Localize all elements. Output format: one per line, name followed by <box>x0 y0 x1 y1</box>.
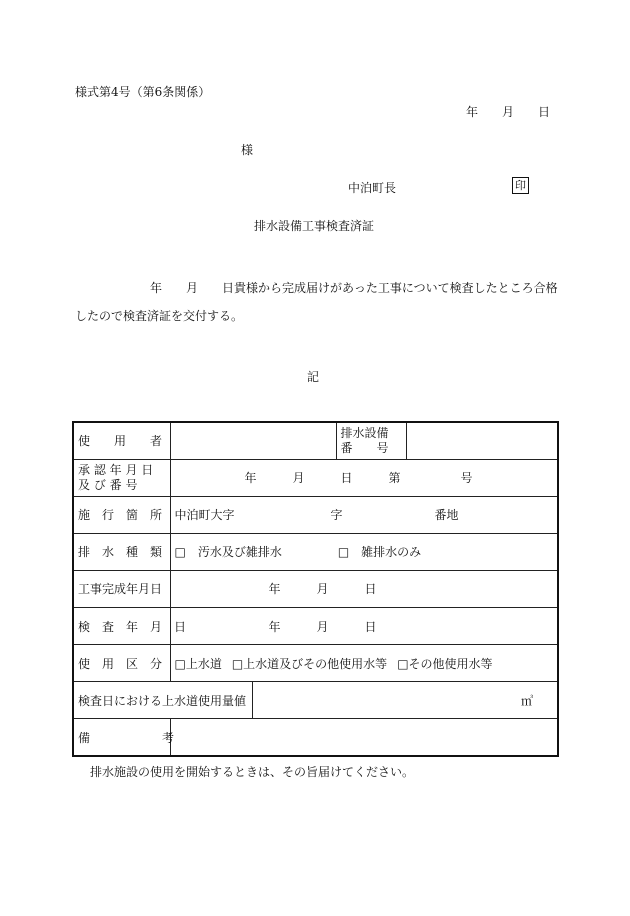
remarks-label: 備 考 <box>73 719 170 756</box>
seal-mark <box>512 177 529 194</box>
row-usage <box>73 645 558 682</box>
water-usage-label: 検査日における上水道使用量値 <box>73 682 252 719</box>
site-banchi: 番地 <box>434 508 459 523</box>
inspection-form-table <box>72 421 559 757</box>
ki-heading: 記 <box>307 370 320 384</box>
usage-option-3[interactable]: □その他使用水等 <box>397 656 493 671</box>
site-value[interactable] <box>170 496 558 533</box>
row-water-usage <box>73 682 558 719</box>
drain-type-option-1[interactable]: □ 汚水及び雑排水 <box>174 545 282 560</box>
inspection-label: 検 査 年 月 日 <box>73 608 170 645</box>
row-site <box>73 496 558 533</box>
approval-label-2: 及 び 番 号 <box>78 477 138 492</box>
seal-label: 印 <box>512 177 529 194</box>
issue-date-line: 年 月 日 <box>466 105 551 119</box>
drain-number-label <box>336 422 406 459</box>
row-completion <box>73 570 558 607</box>
approval-label <box>73 459 170 496</box>
addressee-suffix: 様 <box>241 143 254 157</box>
body-line-2: したので検査済証を交付する。 <box>75 309 244 323</box>
usage-option-1[interactable]: □上水道 <box>174 656 222 671</box>
drain-type-options <box>170 533 558 570</box>
site-label: 施 行 箇 所 <box>73 496 170 533</box>
issuer-name: 中泊町長 <box>348 181 397 195</box>
site-prefix: 中泊町大字 <box>174 508 235 523</box>
user-label: 使 用 者 <box>73 422 170 459</box>
row-user <box>73 422 558 459</box>
remarks-value[interactable] <box>170 719 558 756</box>
usage-label: 使 用 区 分 <box>73 645 170 682</box>
footer-note: 排水施設の使用を開始するときは、その旨届けてください。 <box>90 765 415 779</box>
usage-options <box>170 645 558 682</box>
document-title: 排水設備工事検査済証 <box>254 219 375 233</box>
body-line-1: 年 月 日貴様から完成届けがあった工事について検査したところ合格 <box>150 281 558 295</box>
drain-number-label-2: 番 号 <box>340 440 389 455</box>
completion-label: 工事完成年月日 <box>73 570 170 607</box>
approval-label-1: 承 認 年 月 日 <box>78 462 154 477</box>
user-value[interactable] <box>170 422 336 459</box>
form-number: 様式第4号（第6条関係） <box>75 85 211 99</box>
row-drain-type <box>73 533 558 570</box>
approval-value[interactable]: 年 月 日 第 号 <box>170 459 558 496</box>
drain-number-value[interactable] <box>406 422 558 459</box>
drain-type-label: 排 水 種 類 <box>73 533 170 570</box>
inspection-value[interactable]: 年 月 日 <box>170 608 558 645</box>
water-unit: ㎥ <box>520 693 533 708</box>
row-remarks <box>73 719 558 756</box>
drain-type-option-2[interactable]: □ 雑排水のみ <box>337 545 422 560</box>
usage-option-2[interactable]: □上水道及びその他使用水等 <box>231 656 388 671</box>
row-inspection <box>73 608 558 645</box>
row-approval <box>73 459 558 496</box>
site-aza: 字 <box>330 508 343 523</box>
water-usage-value[interactable] <box>252 682 558 719</box>
drain-number-label-1: 排水設備 <box>340 425 389 440</box>
completion-value[interactable]: 年 月 日 <box>170 570 558 607</box>
